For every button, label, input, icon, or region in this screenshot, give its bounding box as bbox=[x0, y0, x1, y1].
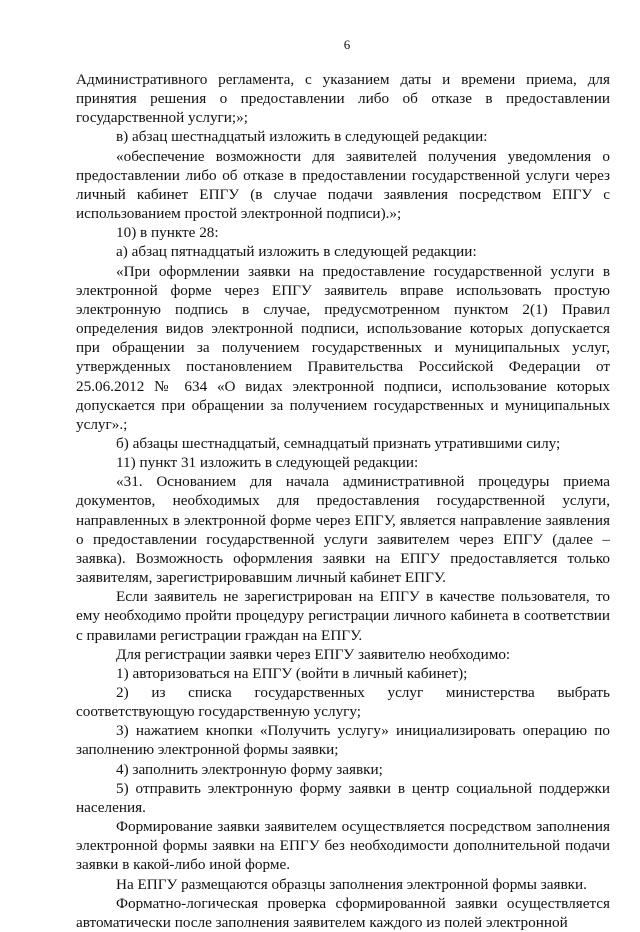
paragraph: 4) заполнить электронную форму заявки; bbox=[116, 760, 383, 778]
paragraph: а) абзац пятнадцатый изложить в следующей редакции: bbox=[116, 243, 477, 261]
paragraph: На ЕПГУ размещаются образцы заполнения электронной формы заявки. bbox=[116, 875, 587, 893]
paragraph: «31. Основанием для начала административной процедуры приема документов, необходимых для предоставления государственной услуги, направленных в электронной форме через ЕПГУ, является направление заявления о предоставлении государственной услуги заявителем через ЕПГУ (далее – заявка). Возможность оформления заявки на ЕПГУ предоставляется только заявителям, зарегистрировавшим личный кабинет ЕПГУ. bbox=[76, 473, 610, 587]
document-body bbox=[76, 70, 610, 932]
paragraph: в) абзац шестнадцатый изложить в следующей редакции: bbox=[116, 128, 488, 146]
paragraph: 3) нажатием кнопки «Получить услугу» инициализировать операцию по заполнению электронной формы заявки; bbox=[76, 722, 610, 759]
paragraph: Форматно-логическая проверка сформированной заявки осуществляется автоматически после заполнения заявителем каждого из полей электронной bbox=[76, 894, 610, 931]
paragraph: 10) в пункте 28: bbox=[116, 224, 219, 242]
paragraph: 5) отправить электронную форму заявки в центр социальной поддержки населения. bbox=[76, 779, 610, 816]
paragraph: 11) пункт 31 изложить в следующей редакции: bbox=[116, 454, 419, 472]
paragraph: Если заявитель не зарегистрирован на ЕПГУ в качестве пользователя, то ему необходимо пройти процедуру регистрации личного кабинета в соответствии с правилами регистрации граждан на ЕПГУ. bbox=[76, 588, 610, 644]
page-number: 6 bbox=[343, 37, 351, 52]
paragraph: Административного регламента, с указанием даты и времени приема, для принятия решения о предоставлении либо об отказе в предоставлении государственной услуги;»; bbox=[76, 71, 610, 127]
paragraph: «обеспечение возможности для заявителей получения уведомления о предоставлении либо об отказе в предоставлении государственной услуги через личный кабинет ЕПГУ (в случае подачи заявления посредством ЕПГУ с использованием простой электронной подписи).»; bbox=[76, 147, 610, 223]
paragraph: «При оформлении заявки на предоставление государственной услуги в электронной форме через ЕПГУ заявитель вправе использовать простую электронную подпись в случае, предусмотренном пунктом 2(1) Правил определения видов электронной подписи, использование которых допускается при обращении за получением государственных и муниципальных услуг, утвержденных постановлением Правительства Российской Федерации от 25.06.2012 № 634 «О видах электронной подписи, использование которых допускается при обращении за получением государственных и муниципальных услуг».; bbox=[76, 262, 610, 433]
paragraph: Для регистрации заявки через ЕПГУ заявителю необходимо: bbox=[116, 645, 511, 663]
paragraph: 2) из списка государственных услуг министерства выбрать соответствующую государственную услугу; bbox=[76, 684, 610, 721]
paragraph: 1) авторизоваться на ЕПГУ (войти в личный кабинет); bbox=[116, 664, 468, 682]
paragraph: Формирование заявки заявителем осуществляется посредством заполнения электронной формы заявки на ЕПГУ без необходимости дополнительной подачи заявки в какой-либо иной форме. bbox=[76, 818, 610, 874]
paragraph: б) абзацы шестнадцатый, семнадцатый признать утратившими силу; bbox=[116, 434, 561, 452]
